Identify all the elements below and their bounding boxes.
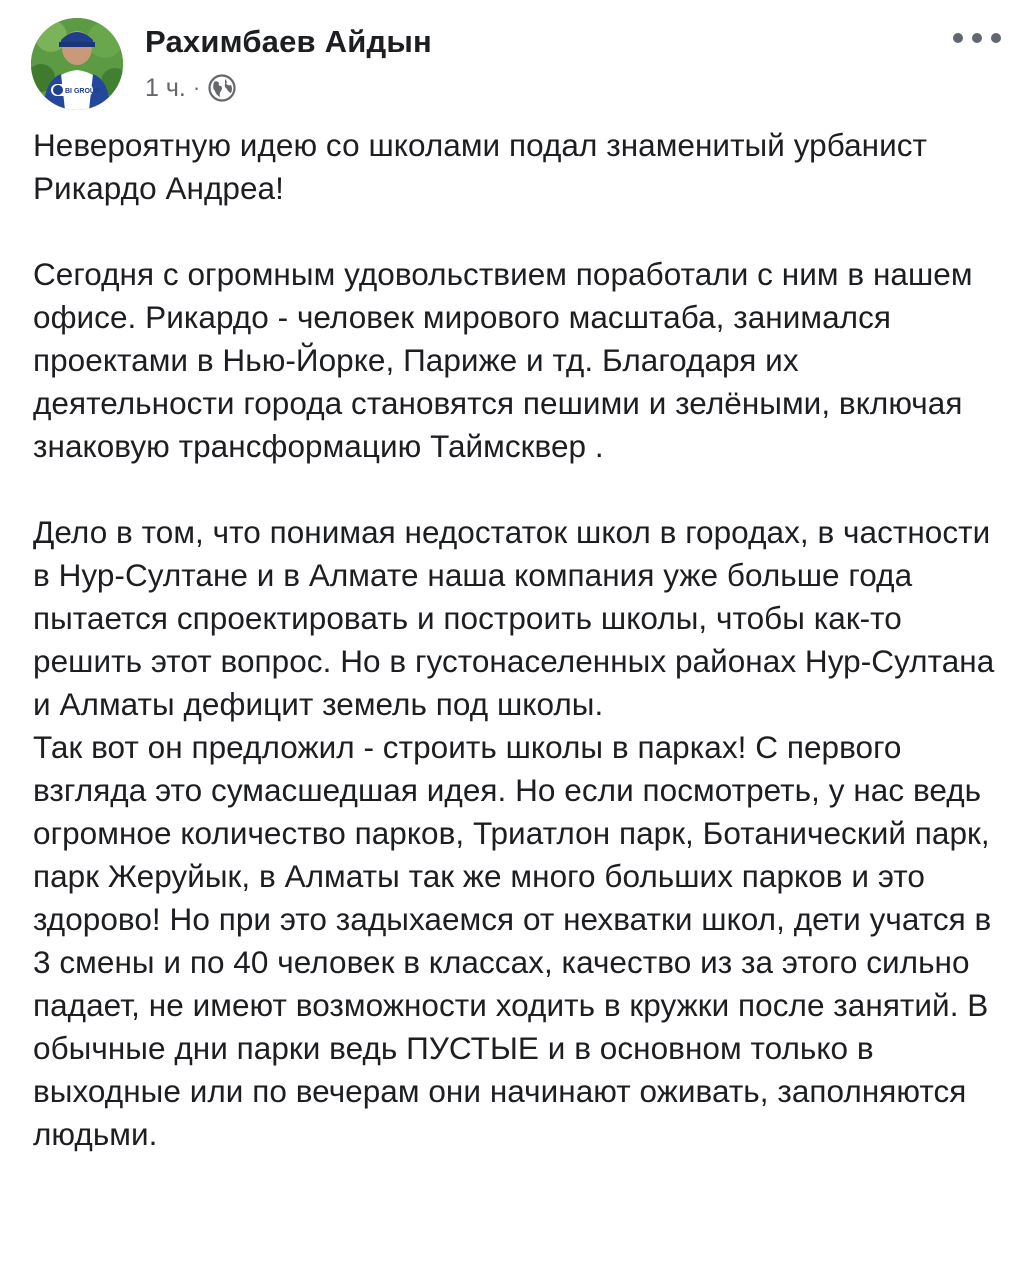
- author-name[interactable]: Рахимбаев Айдын: [145, 24, 432, 59]
- post-text: [33, 124, 1005, 1156]
- more-options-icon: [953, 33, 963, 43]
- post-header: [31, 18, 1001, 108]
- meta-separator: ·: [192, 75, 201, 100]
- globe-icon: [207, 73, 237, 103]
- paragraph-spacer: [33, 468, 1005, 511]
- avatar-image: [31, 18, 123, 110]
- post-paragraph: Невероятную идею со школами подал знаменитый урбанист Рикардо Андреа!: [33, 127, 936, 206]
- post-meta: [145, 72, 237, 104]
- post-paragraph: Так вот он предложил - строить школы в парках! С первого взгляда это сумасшедшая идея. Но если посмотреть, у нас ведь огромное количество парков, Триатлон парк, Ботанический парк, парк Жеруйык, в Алматы так же много больших парков и это здорово! Но при это задыхаемся от нехватки школ, дети учатся в 3 смены и по 40 человек в классах, качество из за этого сильно падает, не имеют возможности ходить в кружки после занятий. В обычные дни парки ведь ПУСТЫЕ и в основном только в выходные или по вечерам они начинают оживать, заполняются людьми.: [33, 729, 1001, 1152]
- more-options-icon: [991, 33, 1001, 43]
- more-options-icon: [972, 33, 982, 43]
- post-time[interactable]: 1 ч.: [145, 73, 186, 102]
- paragraph-spacer: [33, 210, 1005, 253]
- avatar-badge-text: BI GROUP: [65, 88, 100, 95]
- post-paragraph: Дело в том, что понимая недостаток школ в городах, в частности в Нур-Султане и в Алмате наша компания уже больше года пытается спроектировать и построить школы, чтобы как-то решить этот вопрос. Но в густонаселенных районах Нур-Султана и Алматы дефицит земель под школы.: [33, 514, 1004, 722]
- post-paragraph: Сегодня с огромным удовольствием поработали с ним в нашем офисе. Рикардо - человек мирового масштаба, занимался проектами в Нью-Йорке, Париже и тд. Благодаря их деятельности города становятся пешими и зелёными, включая знаковую трансформацию Таймсквер .: [33, 256, 982, 464]
- more-options-button[interactable]: [953, 26, 1001, 50]
- avatar[interactable]: [31, 18, 123, 110]
